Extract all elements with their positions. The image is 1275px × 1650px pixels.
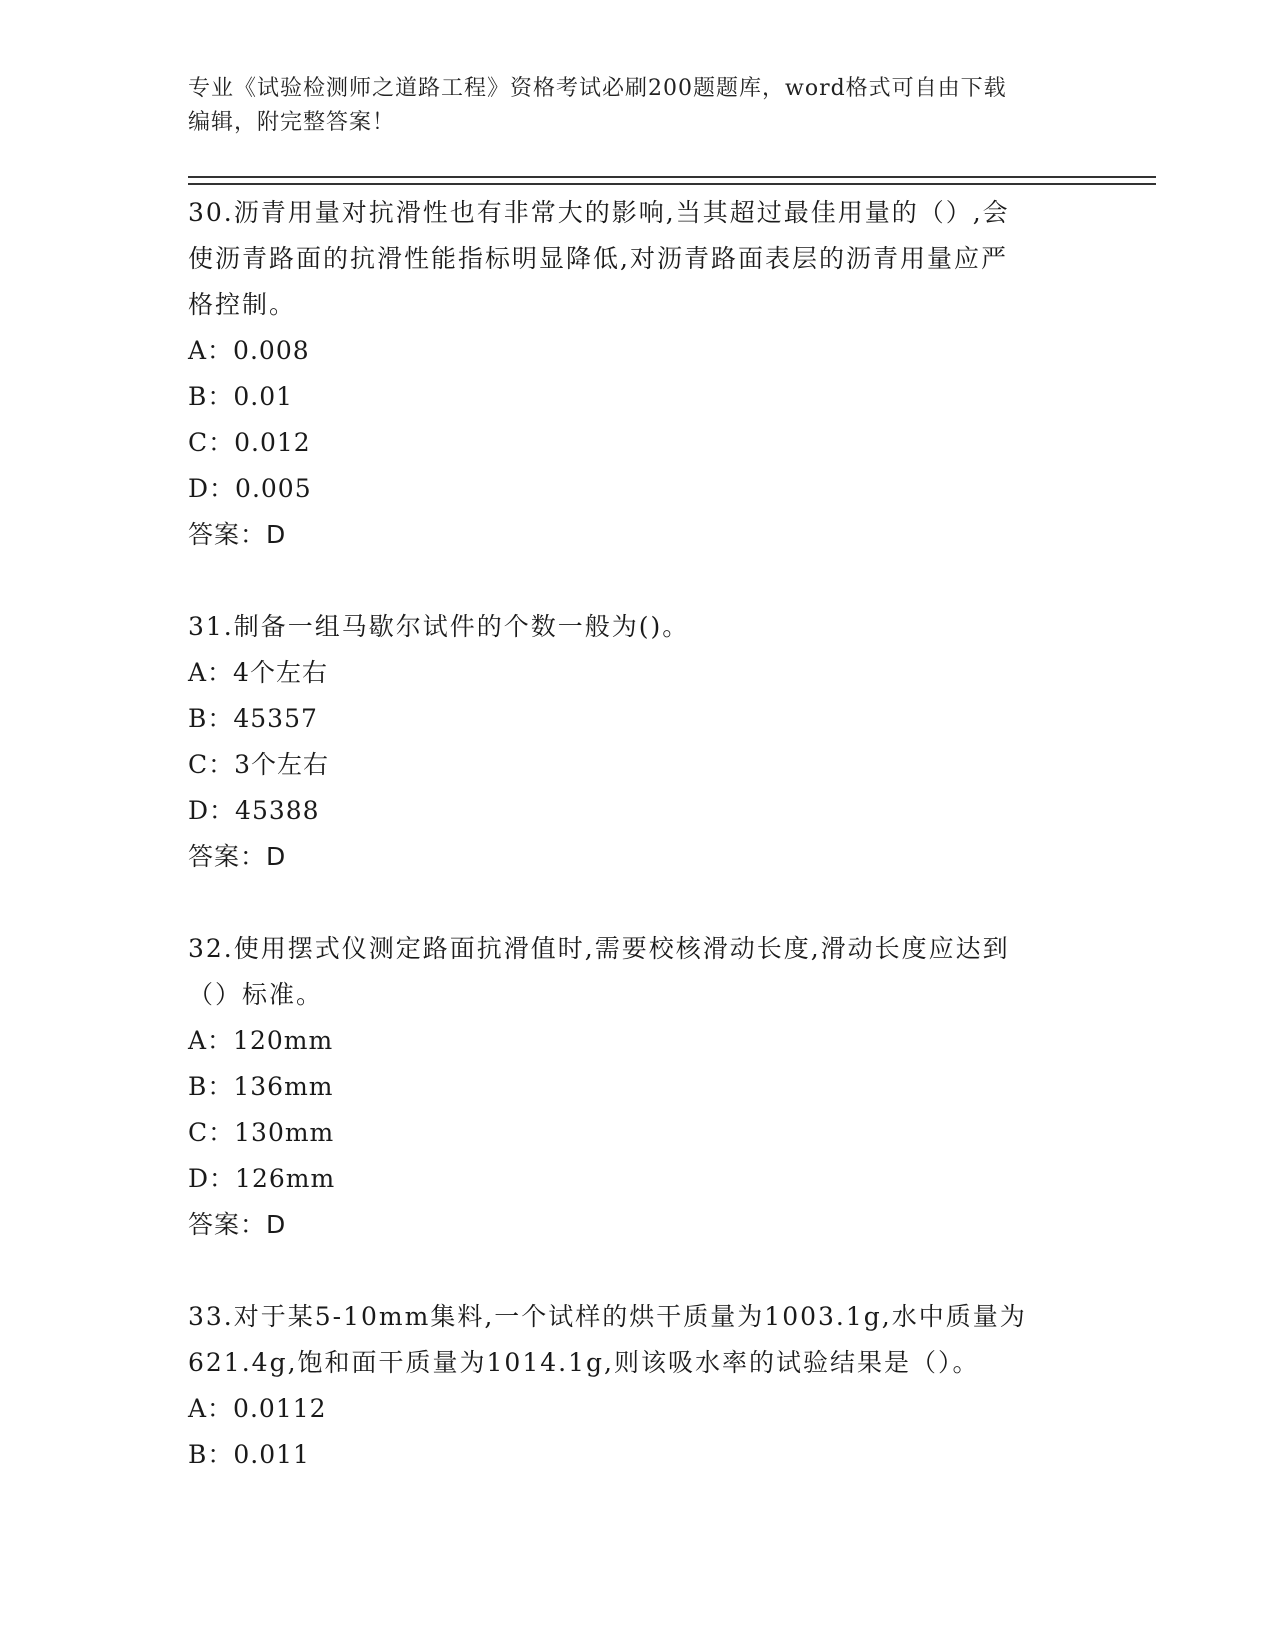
question-stem [188,604,1088,650]
option-c: C：130mm [188,1118,335,1147]
question-31 [188,604,1088,880]
question-stem [188,190,1088,328]
option-b: B：45357 [188,704,318,733]
answer-line: 答案：D [188,842,287,871]
option-a: A：0.008 [188,336,310,365]
option-d: D：0.005 [188,474,312,503]
answer-line: 答案：D [188,520,287,549]
question-32 [188,926,1088,1248]
spacer [188,1248,1088,1294]
question-30 [188,190,1088,558]
stem-line: 使沥青路面的抗滑性能指标明显降低,对沥青路面表层的沥青用量应严 [188,244,1008,273]
option-d: D：126mm [188,1164,336,1193]
stem-line: 32.使用摆式仪测定路面抗滑值时,需要校核滑动长度,滑动长度应达到 [188,934,1010,963]
option-a: A：4个左右 [188,658,328,687]
question-stem [188,1294,1088,1386]
document-header [188,72,1088,140]
spacer [188,880,1088,926]
stem-line: （）标准。 [188,980,324,1009]
option-c: C：3个左右 [188,750,330,779]
header-divider-top [188,176,1156,178]
option-b: B：0.011 [188,1440,310,1469]
answer-line: 答案：D [188,1210,287,1239]
stem-line: 31.制备一组马歇尔试件的个数一般为()。 [188,612,690,641]
question-list [188,190,1088,1478]
option-c: C：0.012 [188,428,311,457]
header-line-2: 编辑，附完整答案！ [188,110,396,135]
option-b: B：136mm [188,1072,334,1101]
question-stem [188,926,1088,1018]
stem-line: 格控制。 [188,290,297,319]
header-divider-bottom [188,183,1156,185]
option-a: A：0.0112 [188,1394,327,1423]
header-line-1: 专业《试验检测师之道路工程》资格考试必刷200题题库，word格式可自由下载 [188,76,1007,101]
option-b: B：0.01 [188,382,294,411]
stem-line: 30.沥青用量对抗滑性也有非常大的影响,当其超过最佳用量的（）,会 [188,198,1010,227]
stem-line: 621.4g,饱和面干质量为1014.1g,则该吸水率的试验结果是（）。 [188,1348,980,1377]
question-33 [188,1294,1088,1478]
spacer [188,558,1088,604]
stem-line: 33.对于某5-10mm集料,一个试样的烘干质量为1003.1g,水中质量为 [188,1302,1027,1331]
option-a: A：120mm [188,1026,334,1055]
option-d: D：45388 [188,796,320,825]
